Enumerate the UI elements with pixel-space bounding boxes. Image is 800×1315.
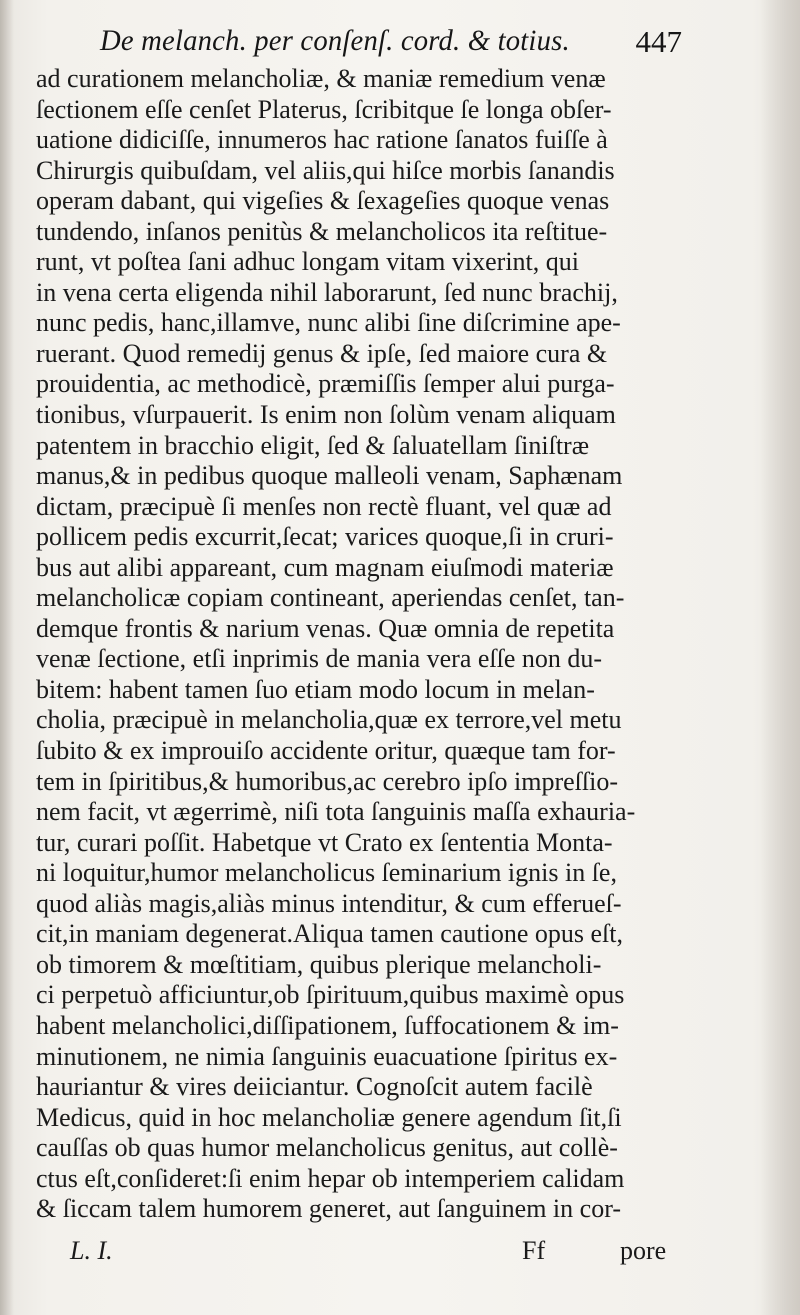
text-line: Medicus, quid in hoc melancholiæ genere agendum ſit,ſi	[36, 1102, 622, 1132]
catchword: pore	[620, 1236, 667, 1265]
text-line: pollicem pedis excurrit,ſecat; varices quoque,ſi in cruri-	[36, 522, 614, 552]
text-line: tur, curari poſſit. Habetque vt Crato ex ſententia Monta-	[36, 827, 613, 857]
text-line: cauſſas ob quas humor melancholicus genitus, aut collè-	[36, 1133, 618, 1163]
text-line: & ſiccam talem humorem generet, aut ſanguinem in cor-	[36, 1194, 621, 1224]
text-line: melancholicæ copiam contineant, aperiendas cenſet, tan-	[36, 583, 625, 613]
text-line: prouidentia, ac methodicè, præmiſſis ſemper alui purga-	[36, 369, 615, 399]
text-line: bus aut alibi appareant, cum magnam eiuſmodi materiæ	[36, 552, 614, 582]
text-line: demque frontis & narium venas. Quæ omnia de repetita	[36, 613, 615, 643]
page-number: 447	[635, 24, 682, 59]
signature-code: Ff	[522, 1236, 546, 1265]
text-line: ob timorem & mœſtitiam, quibus plerique melancholi-	[36, 949, 602, 979]
text-line: ſectionem eſſe cenſet Platerus, ſcribitque ſe longa obſer-	[36, 94, 612, 124]
text-line: ni loquitur,humor melancholicus ſeminarium ignis in ſe,	[36, 858, 617, 888]
text-line: tem in ſpiritibus,& humoribus,ac cerebro ipſo impreſſio-	[36, 766, 618, 796]
text-line: Chirurgis quibuſdam, vel aliis,qui hiſce morbis ſanandis	[36, 155, 615, 185]
text-line: ctus eſt,conſideret:ſi enim hepar ob intemperiem calidam	[36, 1163, 625, 1193]
text-line: dictam, præcipuè ſi menſes non rectè fluant, vel quæ ad	[36, 491, 612, 521]
text-line: habent melancholici,diſſipationem, ſuffocationem & im-	[36, 1010, 619, 1040]
text-line: manus,& in pedibus quoque malleoli venam, Saphænam	[36, 461, 623, 491]
text-line: in vena certa eligenda nihil laborarunt, ſed nunc brachij,	[36, 277, 618, 307]
text-line: uatione didiciſſe, innumeros hac ratione ſanatos fuiſſe à	[36, 125, 608, 155]
text-line: ruerant. Quod remedij genus & ipſe, ſed maiore cura &	[36, 338, 608, 368]
text-line: cholia, præcipuè in melancholia,quæ ex terrore,vel metu	[36, 705, 622, 735]
body-text	[36, 64, 680, 1225]
text-line: tionibus, vſurpauerit. Is enim non ſolùm venam aliquam	[36, 400, 616, 430]
text-line: hauriantur & vires deiiciantur. Cognoſcit autem facilè	[36, 1072, 593, 1102]
text-line: patentem in bracchio eligit, ſed & ſaluatellam ſiniſtræ	[36, 430, 590, 460]
running-title: De melanch. per conſenſ. cord. & totius.	[100, 24, 570, 57]
text-line: minutionem, ne nimia ſanguinis euacuatione ſpiritus ex-	[36, 1041, 618, 1071]
text-line: runt, vt poſtea ſani adhuc longam vitam vixerint, qui	[36, 247, 579, 277]
text-line: quod aliàs magis,aliàs minus intenditur, & cum efferueſ-	[36, 888, 622, 918]
page-edge-shadow	[760, 0, 800, 1315]
page-footer	[0, 1230, 800, 1270]
text-line: cit,in maniam degenerat.Aliqua tamen cautione opus eſt,	[36, 919, 623, 949]
text-line: nem facit, vt ægerrimè, niſi tota ſanguinis maſſa exhauria-	[36, 797, 636, 827]
text-line: ci perpetuò afficiuntur,ob ſpirituum,quibus maximè opus	[36, 980, 625, 1010]
text-line: venæ ſectione, etſi inprimis de mania vera eſſe non du-	[36, 644, 603, 674]
text-line: operam dabant, qui vigeſies & ſexageſies quoque venas	[36, 186, 610, 216]
text-line: ad curationem melancholiæ, & maniæ remedium venæ	[36, 64, 606, 93]
text-line: bitem: habent tamen ſuo etiam modo locum in melan-	[36, 674, 595, 704]
page-gutter-shadow	[0, 0, 14, 1315]
signature-mark: L. I.	[70, 1236, 113, 1265]
text-line: ſubito & ex improuiſo accidente oritur, quæque tam for-	[36, 736, 616, 766]
text-line: tundendo, inſanos penitùs & melancholicos ita reſtitue-	[36, 216, 608, 246]
text-line: nunc pedis, hanc,illamve, nunc alibi ſine diſcrimine ape-	[36, 308, 621, 338]
